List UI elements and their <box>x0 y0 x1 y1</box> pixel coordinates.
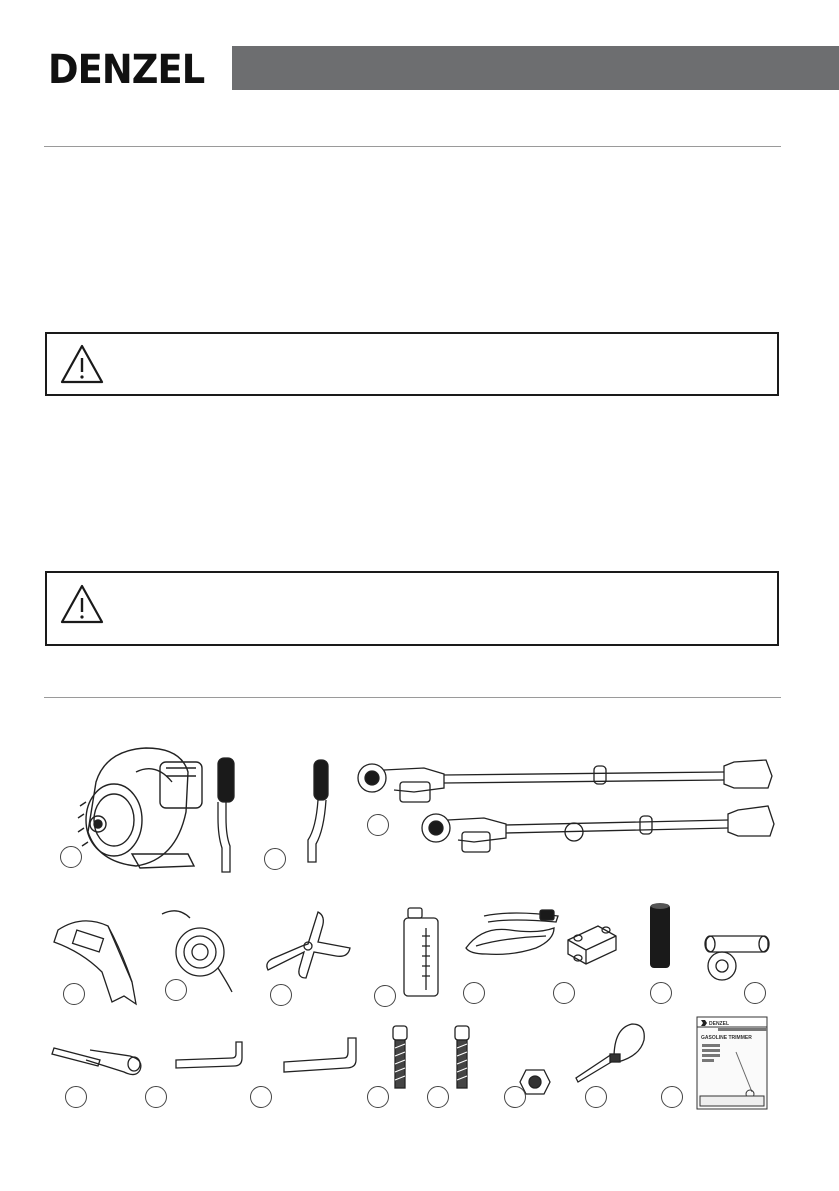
brand-name: DENZEL <box>48 47 205 93</box>
part-number-badge <box>165 979 187 1001</box>
wrench-icon <box>50 1030 146 1080</box>
part-number-badge <box>374 985 396 1007</box>
grip-icon <box>648 902 672 970</box>
handle-icon <box>300 758 336 864</box>
part-number-badge <box>250 1086 272 1108</box>
part-number-badge <box>60 846 82 868</box>
part-number-badge <box>504 1086 526 1108</box>
warning-triangle-icon <box>59 583 105 625</box>
section-divider <box>44 146 781 147</box>
manual-title: GASOLINE TRIMMER <box>701 1035 752 1041</box>
strap-icon <box>462 908 562 958</box>
manual-brand: DENZEL <box>709 1021 729 1027</box>
bolt-icon <box>390 1024 410 1090</box>
shaft-icon <box>354 748 776 860</box>
clamp-icon <box>558 922 622 970</box>
part-number-badge <box>650 982 672 1004</box>
blade-icon <box>262 908 354 980</box>
part-number-badge <box>661 1086 683 1108</box>
warning-box <box>45 571 779 646</box>
part-number-badge <box>427 1086 449 1108</box>
part-number-badge <box>145 1086 167 1108</box>
part-number-badge <box>63 983 85 1005</box>
part-number-badge <box>463 982 485 1004</box>
header-bar <box>232 46 839 90</box>
coupler-icon <box>702 930 772 984</box>
parts-illustration <box>0 700 839 1120</box>
bottle-icon <box>398 906 444 998</box>
part-number-badge <box>553 982 575 1004</box>
manual-icon <box>696 1016 768 1110</box>
bolt-icon <box>452 1024 472 1090</box>
brand-logo <box>44 44 216 96</box>
warning-box <box>45 332 779 396</box>
section-divider <box>44 697 781 698</box>
warning-triangle-icon <box>59 343 105 385</box>
part-number-badge <box>367 1086 389 1108</box>
part-number-badge <box>585 1086 607 1108</box>
engine-icon <box>76 742 226 870</box>
throttle-handle-icon <box>212 756 242 876</box>
hex-key-icon <box>174 1040 244 1070</box>
part-number-badge <box>367 814 389 836</box>
part-number-badge <box>270 984 292 1006</box>
hex-key-icon <box>282 1034 362 1074</box>
part-number-badge <box>264 848 286 870</box>
part-number-badge <box>65 1086 87 1108</box>
part-number-badge <box>744 982 766 1004</box>
cable-tie-icon <box>574 1018 650 1088</box>
